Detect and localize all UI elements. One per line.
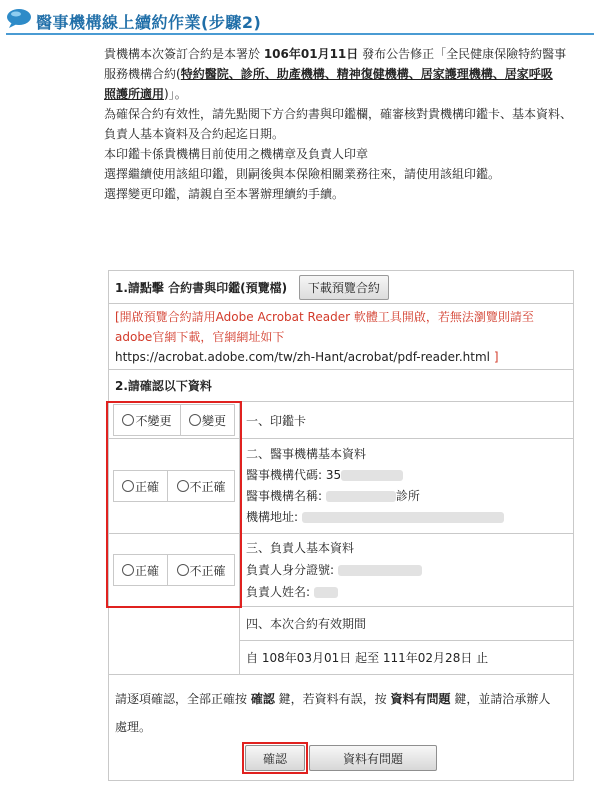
footer-text: 處理。 bbox=[115, 720, 152, 734]
radio-icon bbox=[122, 564, 134, 576]
intro-text-segment: )」。 bbox=[164, 87, 187, 101]
radio-person-incorrect[interactable] bbox=[168, 555, 235, 586]
page-header bbox=[6, 8, 594, 34]
notice-bracket: ] bbox=[490, 349, 499, 364]
institution-name-suffix: 診所 bbox=[395, 489, 420, 503]
redacted-value bbox=[326, 491, 396, 502]
intro-paragraph-3: 本印鑑卡係貴機構目前使用之機構章及負責人印章 bbox=[104, 147, 369, 161]
contract-scope: 特約醫院、診所、助產機構、精神復健機構、居家護理機構、居家呼吸 bbox=[180, 67, 553, 81]
redacted-value bbox=[314, 587, 338, 598]
field-label: 負責人身分證號: bbox=[246, 563, 338, 577]
institution-info-title: 二、醫事機構基本資料 bbox=[246, 447, 367, 461]
intro-text-segment: 服務機構合約( bbox=[104, 67, 181, 81]
institution-options bbox=[109, 439, 240, 534]
announcement-date: 106年01月11日 bbox=[263, 47, 359, 61]
person-name-row bbox=[246, 581, 567, 603]
redacted-value bbox=[302, 512, 504, 523]
notice-text: adobe官網下載，官網網址如下 bbox=[115, 329, 285, 344]
institution-name-row bbox=[246, 486, 567, 507]
validity-period: 自 108年03月01日 起至 111年02月28日 止 bbox=[240, 641, 574, 675]
footer-text: 鍵，若資料有誤，按 bbox=[274, 692, 391, 706]
intro-paragraph-4: 選擇繼續使用該組印鑑，則嗣後與本保險相關業務往來，請使用該組印鑑。 bbox=[104, 167, 501, 181]
footer-text: 鍵，並請洽承辦人 bbox=[450, 692, 551, 706]
header-divider bbox=[6, 33, 594, 35]
radio-institution-correct[interactable] bbox=[114, 471, 168, 502]
radio-institution-incorrect[interactable] bbox=[168, 471, 235, 502]
confirmation-table bbox=[108, 270, 574, 781]
section2-title: 2.請確認以下資料 bbox=[115, 379, 212, 393]
confirm-keyword: 確認 bbox=[250, 692, 275, 706]
radio-icon bbox=[177, 480, 189, 492]
radio-label: 正確 bbox=[135, 479, 160, 494]
section1-notice bbox=[109, 304, 574, 370]
person-info-title: 三、負責人基本資料 bbox=[246, 541, 355, 555]
page-title: 醫事機構線上續約作業(步驟2) bbox=[36, 13, 262, 32]
intro-text bbox=[104, 44, 574, 204]
radio-label: 正確 bbox=[135, 563, 160, 578]
confirm-button[interactable]: 確認 bbox=[245, 745, 305, 771]
intro-text-segment: 貴機構本次簽訂合約是本署於 bbox=[104, 47, 264, 61]
institution-code-value: 35 bbox=[325, 468, 342, 482]
notice-text: [開啟預覽合約請用Adobe Acrobat Reader 軟體工具開啟，若無法瀏覽則請至 bbox=[115, 309, 534, 324]
seal-options bbox=[109, 402, 240, 439]
radio-icon bbox=[189, 414, 201, 426]
institution-info bbox=[240, 439, 574, 534]
contract-scope-continued: 照護所適用 bbox=[104, 87, 165, 101]
field-label: 醫事機構代碼: bbox=[246, 468, 326, 482]
data-problem-button[interactable]: 資料有問題 bbox=[309, 745, 437, 771]
person-info bbox=[240, 534, 574, 607]
intro-paragraph-5: 選擇變更印鑑，請親自至本署辦理續約手續。 bbox=[104, 187, 345, 201]
speech-bubble-icon bbox=[6, 8, 32, 28]
person-id-row bbox=[246, 559, 567, 581]
adobe-url-link[interactable]: https://acrobat.adobe.com/tw/zh-Hant/acrobat/pdf-reader.html bbox=[115, 349, 490, 364]
radio-label: 變更 bbox=[201, 413, 226, 428]
section1-title: 1.請點擊 合約書與印鑑(預覽檔) bbox=[115, 280, 288, 295]
radio-icon bbox=[122, 480, 134, 492]
redacted-value bbox=[341, 470, 403, 481]
empty-cell bbox=[109, 607, 240, 675]
intro-paragraph-1 bbox=[104, 44, 574, 104]
institution-address-row bbox=[246, 507, 567, 528]
radio-label: 不變更 bbox=[135, 413, 172, 428]
redacted-value bbox=[338, 565, 422, 576]
radio-person-correct[interactable] bbox=[114, 555, 168, 586]
institution-code-row bbox=[246, 465, 567, 486]
person-options bbox=[109, 534, 240, 607]
footer-text: 請逐項確認，全部正確按 bbox=[115, 692, 251, 706]
section2-header bbox=[109, 370, 574, 402]
radio-label: 不正確 bbox=[189, 479, 226, 494]
seal-card-item: 一、印鑑卡 bbox=[240, 402, 574, 439]
section1-header bbox=[109, 271, 574, 304]
problem-keyword: 資料有問題 bbox=[390, 692, 451, 706]
download-preview-button[interactable]: 下載預覽合約 bbox=[299, 275, 389, 300]
field-label: 機構地址: bbox=[246, 510, 302, 524]
radio-icon bbox=[122, 414, 134, 426]
radio-changed[interactable] bbox=[180, 405, 234, 436]
intro-paragraph-2: 為確保合約有效性，請先點閱下方合約書與印鑑欄，確審核對貴機構印鑑卡、基本資料、負責人基本資料及合約起迄日期。 bbox=[104, 107, 573, 141]
radio-icon bbox=[177, 564, 189, 576]
validity-title: 四、本次合約有效期間 bbox=[240, 607, 574, 641]
intro-text-segment: 發布公告修正「全民健康保險特約醫事 bbox=[358, 47, 567, 61]
field-label: 負責人姓名: bbox=[246, 585, 314, 599]
radio-label: 不正確 bbox=[189, 563, 226, 578]
field-label: 醫事機構名稱: bbox=[246, 489, 326, 503]
radio-unchanged[interactable] bbox=[114, 405, 181, 436]
